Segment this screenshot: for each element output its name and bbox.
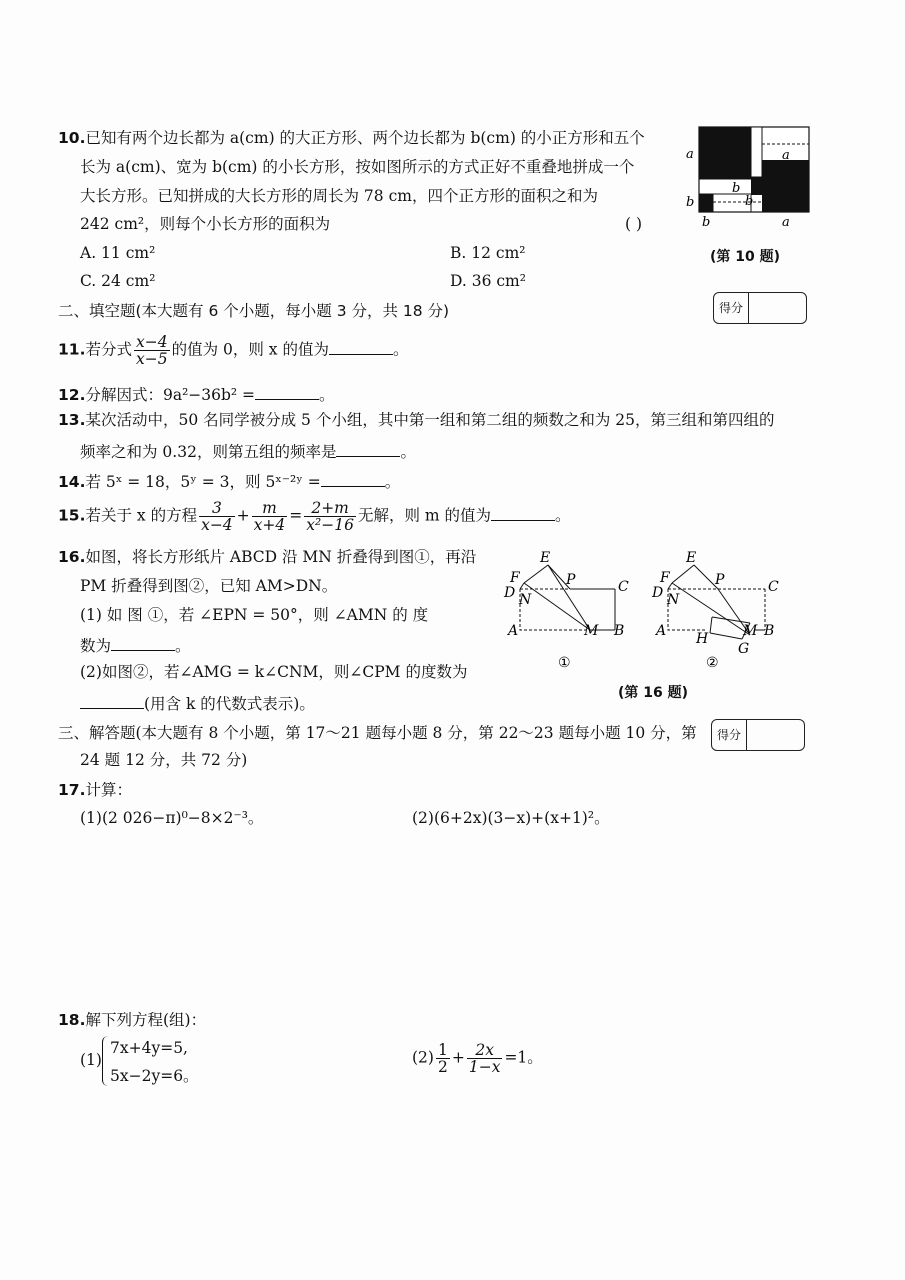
fig2-F: F <box>660 570 670 586</box>
q13-answer-blank[interactable] <box>336 440 400 457</box>
q10-caption: (第 10 题) <box>710 249 781 265</box>
fig2-M: M <box>743 623 758 639</box>
q13-line1 <box>58 410 775 430</box>
q11-pre: 若分式 <box>85 340 132 359</box>
q16-number: 16. <box>58 548 86 566</box>
fig1-B: B <box>614 623 625 639</box>
q16-text4: 数为 <box>80 637 112 655</box>
fig2-G: G <box>738 641 750 657</box>
q16-line2: PM 折叠得到图②，已知 AM>DN。 <box>80 577 338 595</box>
q16-text6: (用含 k 的代数式表示)。 <box>144 695 315 713</box>
q12-answer-blank[interactable] <box>255 383 319 400</box>
q18-part1-eq2: 5x−2y=6。 <box>110 1067 199 1085</box>
fig1-number: ① <box>558 655 571 671</box>
fig1-C: C <box>618 579 629 595</box>
q11-fraction-num: x−4 <box>135 333 168 351</box>
q18-frac1-num: 1 <box>437 1041 448 1059</box>
fig2-C: C <box>768 579 779 595</box>
fig10-label-b-2: b <box>745 194 754 209</box>
q11-fraction <box>134 334 170 367</box>
q11 <box>58 334 408 367</box>
q16-line4 <box>80 634 191 656</box>
q10-number: 10. <box>58 129 86 147</box>
q11-fraction-den: x−5 <box>135 350 168 368</box>
q15-frac2-num: m <box>252 500 288 517</box>
q14-number: 14. <box>58 473 86 491</box>
fig10-label-a-bottom: a <box>782 215 790 230</box>
fig1-P: P <box>566 572 576 588</box>
q14-end: 。 <box>384 473 401 491</box>
q10-line1 <box>58 128 645 148</box>
q10-option-d: D. 36 cm² <box>450 272 526 290</box>
q16-answer-blank-2[interactable] <box>80 692 144 709</box>
q14 <box>58 470 400 492</box>
q10-line3: 大长方形。已知拼成的大长方形的周长为 78 cm，四个正方形的面积之和为 <box>80 187 598 205</box>
q13-text2: 频率之和为 0.32，则第五组的频率是 <box>80 443 337 461</box>
fig2-B: B <box>764 623 775 639</box>
q15-plus: + <box>236 506 250 525</box>
q12-text: 分解因式：9a²−36b² = <box>85 386 256 404</box>
q11-end: 。 <box>392 340 409 359</box>
q12-number: 12. <box>58 386 86 404</box>
q15-post: 无解，则 m 的值为 <box>357 506 491 525</box>
q13-line2 <box>80 440 416 462</box>
fig10-label-b-left: b <box>686 195 695 210</box>
section3-score-box[interactable] <box>711 719 805 751</box>
q10-text1: 已知有两个边长都为 a(cm) 的大正方形、两个边长都为 b(cm) 的小正方形和五个 <box>85 129 645 147</box>
fig1-M: M <box>584 623 599 639</box>
fig2-D: D <box>652 585 664 601</box>
q13-number: 13. <box>58 411 86 429</box>
q10-line4: 242 cm²，则每个小长方形的面积为 <box>80 215 331 233</box>
fig2-P: P <box>715 572 725 588</box>
q10-answer-paren: ( ) <box>625 215 643 233</box>
fig10-label-a-right: a <box>782 148 790 163</box>
fig2-N: N <box>667 592 680 608</box>
fig1-A: A <box>508 623 519 639</box>
q15-answer-blank[interactable] <box>491 504 555 521</box>
q11-number: 11. <box>58 340 86 359</box>
q17-title: 计算： <box>85 781 132 799</box>
q16-line5: (2)如图②，若∠AMG = k∠CNM，则∠CPM 的度数为 <box>80 663 468 681</box>
q15-number: 15. <box>58 506 86 525</box>
q18-part2 <box>412 1042 543 1075</box>
q18-title-line <box>58 1010 206 1030</box>
q18-part2-frac1 <box>436 1042 450 1075</box>
section2-score-box[interactable] <box>713 292 807 324</box>
q16-text1: 如图，将长方形纸片 ABCD 沿 MN 折叠得到图①，再沿 <box>85 548 477 566</box>
fig10-label-a-left: a <box>686 147 694 162</box>
fig10-label-b-1: b <box>732 181 741 196</box>
q12-end: 。 <box>319 386 335 404</box>
q17-number: 17. <box>58 781 86 799</box>
q18-part1-eq1: 7x+4y=5, <box>110 1039 188 1057</box>
big-square-2 <box>762 160 809 212</box>
q15-frac1-num: 3 <box>199 500 235 517</box>
q14-text: 若 5ˣ = 18，5ʸ = 3，则 5ˣ⁻²ʸ = <box>85 473 321 491</box>
small-square-1 <box>699 194 713 212</box>
fig1-N: N <box>519 592 532 608</box>
q13-text1: 某次活动中，50 名同学被分成 5 个小组，其中第一组和第二组的频数之和为 25，第三组和第四组的 <box>85 411 775 429</box>
fig1-E: E <box>540 550 551 566</box>
q17-part2: (2)(6+2x)(3−x)+(x+1)²。 <box>412 809 610 827</box>
q16-text4-end: 。 <box>175 637 191 655</box>
q18-answer-area[interactable] <box>80 1100 820 1250</box>
q15-equals: = <box>289 506 303 525</box>
q16-figure-2 <box>651 550 779 671</box>
section2-score-label: 得分 <box>714 293 749 323</box>
q15-frac3-den: x²−16 <box>306 516 354 534</box>
section3-line2: 24 题 12 分，共 72 分) <box>80 751 248 769</box>
q15-frac3-num: 2+m <box>304 500 356 517</box>
q15-frac2-den: x+4 <box>253 516 286 534</box>
q16-line1 <box>58 547 476 567</box>
q18-part2-end: =1。 <box>504 1048 543 1067</box>
fig2-number: ② <box>706 655 719 671</box>
q17-answer-area[interactable] <box>80 835 820 1000</box>
q15-frac1-den: x−4 <box>201 516 233 534</box>
q16-figure <box>500 545 790 675</box>
q18-plus: + <box>451 1048 465 1067</box>
q18-title: 解下列方程(组)： <box>85 1011 207 1029</box>
q18-part2-label: (2) <box>412 1048 434 1067</box>
q11-answer-blank[interactable] <box>329 338 393 355</box>
q11-post: 的值为 0，则 x 的值为 <box>171 340 329 359</box>
section3-score-label: 得分 <box>712 720 747 750</box>
fig10-label-b-bottom: b <box>702 215 711 230</box>
q18-part2-frac2 <box>467 1042 503 1075</box>
q15-frac3 <box>304 500 356 533</box>
fig1-D: D <box>504 585 516 601</box>
small-square-2 <box>751 177 762 195</box>
fig2-A: A <box>656 623 667 639</box>
section3-line1: 三、解答题(本大题有 8 个小题，第 17～21 题每小题 8 分，第 22～23 题每小题 10 分，第 <box>58 724 697 742</box>
q16-caption: (第 16 题) <box>618 685 689 701</box>
q17-part1: (1)(2 026−π)⁰−8×2⁻³。 <box>80 809 264 827</box>
q15 <box>58 500 571 533</box>
q15-pre: 若关于 x 的方程 <box>85 506 198 525</box>
q10-figure <box>684 122 814 232</box>
fig2-H: H <box>696 631 709 647</box>
q18-frac2-den: 1−x <box>468 1058 501 1076</box>
q15-frac1 <box>199 500 235 533</box>
q13-end: 。 <box>400 443 416 461</box>
q15-frac2 <box>252 500 288 533</box>
q10-option-c: C. 24 cm² <box>80 272 156 290</box>
q15-end: 。 <box>555 506 571 525</box>
q16-line6 <box>80 692 315 714</box>
section2-title: 二、填空题(本大题有 6 个小题，每小题 3 分，共 18 分) <box>58 302 450 320</box>
q18-frac2-num: 2x <box>467 1042 503 1059</box>
fig2-E: E <box>686 550 697 566</box>
q16-answer-blank-1[interactable] <box>111 634 175 651</box>
q12 <box>58 383 335 405</box>
q16-line3: (1) 如 图 ①，若 ∠EPN = 50°，则 ∠AMN 的 度 <box>80 606 429 624</box>
q14-answer-blank[interactable] <box>321 470 385 487</box>
big-square-1 <box>699 127 751 179</box>
q10-line2: 长为 a(cm)、宽为 b(cm) 的小长方形，按如图所示的方式正好不重叠地拼成一个 <box>80 158 635 176</box>
q16-figure-1 <box>503 550 629 671</box>
q10-option-a: A. 11 cm² <box>80 244 156 262</box>
q18-part1-label: (1) <box>80 1051 102 1069</box>
q18-frac1-den: 2 <box>437 1058 448 1076</box>
q17-title-line <box>58 780 132 800</box>
q18-number: 18. <box>58 1011 86 1029</box>
q10-option-b: B. 12 cm² <box>450 244 526 262</box>
fig1-F: F <box>510 570 520 586</box>
